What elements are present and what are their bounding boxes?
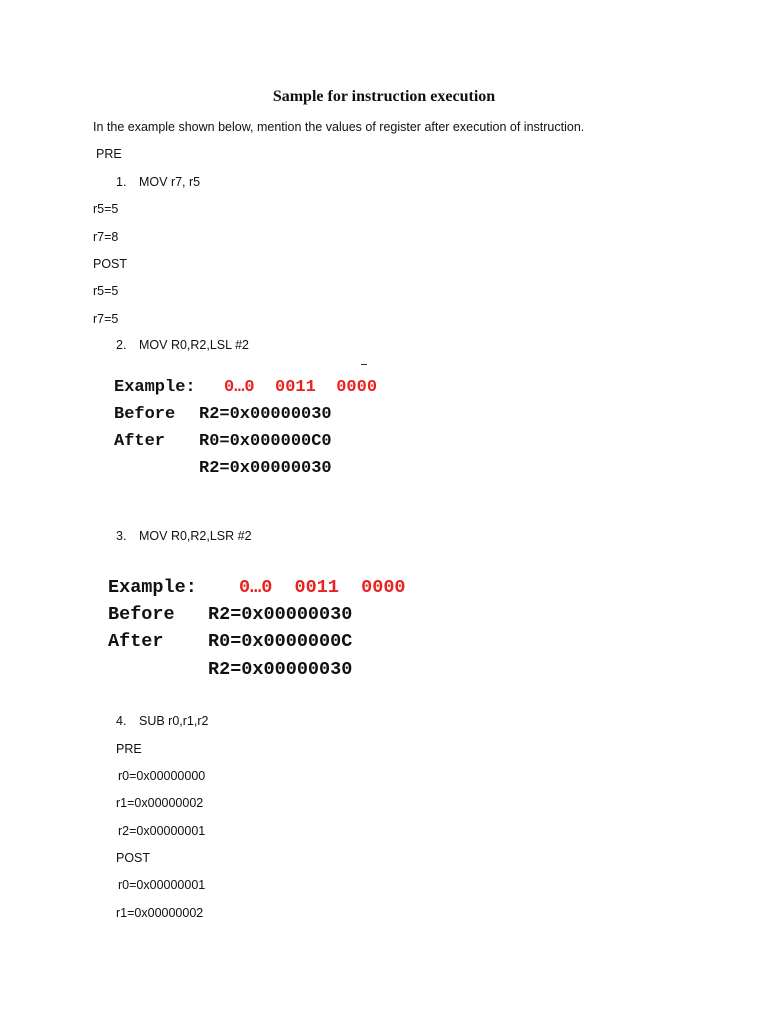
item3-example-label: Example: [108, 577, 197, 598]
page-title: Sample for instruction execution [272, 88, 496, 105]
item2-after-label: After [114, 432, 166, 451]
item4-pre-r2: r2=0x00000001 [118, 824, 206, 838]
item2-before-value: R2=0x00000030 [199, 405, 332, 424]
item4-instruction: SUB r0,r1,r2 [139, 714, 209, 728]
item2-before-label: Before [114, 405, 176, 424]
item2-example-bits: 0…0 0011 0000 [224, 378, 378, 397]
item4-number: 4. [116, 714, 127, 728]
stray-dash-mark [361, 364, 367, 365]
item2-after-r0: R0=0x000000C0 [199, 432, 332, 451]
item3-before-value: R2=0x00000030 [208, 604, 353, 625]
item3-number: 3. [116, 529, 127, 543]
item1-pre-label: PRE [96, 147, 122, 161]
item2-example-label: Example: [114, 378, 196, 397]
item1-post-r5: r5=5 [93, 284, 119, 298]
item2-instruction: MOV R0,R2,LSL #2 [139, 338, 250, 352]
item3-instruction: MOV R0,R2,LSR #2 [139, 529, 252, 543]
item1-post-label: POST [93, 257, 128, 271]
item4-pre-label: PRE [116, 742, 142, 756]
item1-number: 1. [116, 175, 127, 189]
intro-text: In the example shown below, mention the values of register after execution of instruction. [93, 120, 585, 134]
item4-pre-r1: r1=0x00000002 [116, 796, 204, 810]
item1-pre-r5: r5=5 [93, 202, 119, 216]
item4-pre-r0: r0=0x00000000 [118, 769, 206, 783]
item1-post-r7: r7=5 [93, 312, 119, 326]
item1-instruction: MOV r7, r5 [139, 175, 201, 189]
item3-after-r2: R2=0x00000030 [208, 659, 353, 680]
item2-after-r2: R2=0x00000030 [199, 459, 332, 478]
item4-post-label: POST [116, 851, 151, 865]
item4-post-r0: r0=0x00000001 [118, 878, 206, 892]
item4-post-r1: r1=0x00000002 [116, 906, 204, 920]
item3-before-label: Before [108, 604, 175, 625]
item2-number: 2. [116, 338, 127, 352]
item3-after-r0: R0=0x0000000C [208, 631, 353, 652]
item1-pre-r7: r7=8 [93, 230, 119, 244]
item3-after-label: After [108, 631, 164, 652]
item3-example-bits: 0…0 0011 0000 [239, 577, 406, 598]
